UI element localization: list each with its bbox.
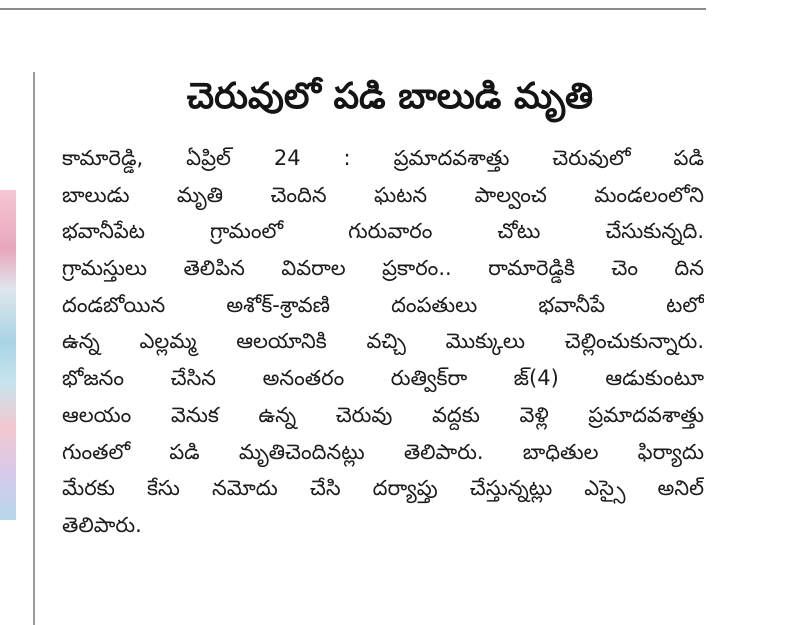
article-line: కామారెడ్డి, ఏప్రిల్ 24 : ప్రమాదవశాత్తు చెరువులో పడి	[62, 146, 704, 170]
article-headline: చెరువులో పడి బాలుడి మృతి	[186, 76, 594, 117]
article-line: బాలుడు మృతి చెందిన ఘటన పాల్వంచ మండలంలోని	[62, 182, 704, 207]
article-body	[62, 140, 704, 544]
article-line: ఉన్న ఎల్లమ్మ ఆలయానికి వచ్చి మొక్కులు చెల్లించుకున్నారు.	[62, 329, 704, 354]
article-line: మేరకు కేసు నమోదు చేసి దర్యాప్తు చేస్తున్నట్లు ఎస్సై అనిల్‌	[62, 476, 704, 501]
adjacent-column-image-fragment	[0, 190, 16, 520]
article-line: దండబోయిన అశోక్‌-శ్రావణి దంపతులు భవానీపే టలో	[62, 292, 704, 317]
article-line: గుంతలో పడి మృతిచెందినట్లు తెలిపారు. బాధితుల ఫిర్యాదు	[62, 439, 704, 464]
article-line: గ్రామస్తులు తెలిపిన వివరాల ప్రకారం.. రామారెడ్డికి చెం దిన	[62, 256, 704, 281]
top-divider-line	[0, 8, 706, 10]
article-line: తెలిపారు.	[62, 512, 142, 537]
article-line: భవానీపేట గ్రామంలో గురువారం చోటు చేసుకున్నది.	[62, 219, 704, 244]
article-line: ఆలయం వెనుక ఉన్న చెరువు వద్దకు వెళ్లి ప్రమాదవశాత్తు	[62, 402, 704, 427]
article-line: భోజనం చేసిన అనంతరం రుత్విక్‌రా జ్‌(4) ఆడుకుంటూ	[62, 366, 704, 391]
column-divider-line	[33, 72, 35, 625]
